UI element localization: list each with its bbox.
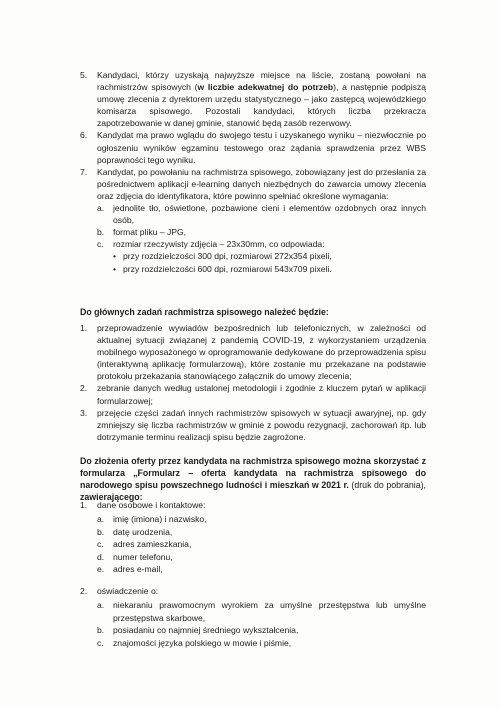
sub-item-letter: a. <box>97 514 105 525</box>
sub-item-text: adres e-mail, <box>113 564 163 575</box>
sub-item <box>97 563 426 576</box>
item-text: Kandydat ma prawo wglądu do swojego testu i uzyskanego wyniku – niezwłocznie po ogłoszeniu wyników egzaminu testowego oraz żądania sprawdzenia przez WBS poprawności tego wyniku. <box>97 130 426 165</box>
sub-item-text: niekaraniu prawomocnym wyrokiem za umyślne przestępstwa lub umyślne przestępstwa skarbowe, <box>113 600 426 623</box>
sub-item-text: posiadaniu co najmniej średniego wykształcenia, <box>113 625 299 636</box>
bullet-text: przy rozdzielczości 300 dpi, rozmiarowi 272x354 pixeli, <box>123 251 332 262</box>
list-item <box>80 322 426 382</box>
sub-item-letter: b. <box>97 625 105 636</box>
list-item <box>80 382 426 406</box>
sub-item-text: jednolite tło, oświetlone, pozbawione cieni i elementów ozdobnych oraz innych osób, <box>113 203 426 226</box>
sub-item-letter: c. <box>97 637 104 648</box>
item-text: Kandydaci, którzy uzyskają najwyższe miejsce na liście, zostaną powołani na rachmistrzów spisowych ( <box>97 70 426 93</box>
item-text: przejęcie części zadań innych rachmistrzów spisowych w sytuacji awaryjnej, np. gdy zmniejszy się liczba rachmistrzów w gminie z powodu rezygnacji, zachorowań itp. lub dotrzymanie terminu realizacji spisu będzie zagrożone. <box>97 407 426 442</box>
item-text: ), a następnie podpiszą umowę zlecenia z dyrektorem urzędu statystycznego – jako zastępcą wojewódzkiego komisarza spisowego. Pozostali kandydaci, których liczba przekracza zapotrzebowanie w danej gminie, stanowić będą zasób rezerwowy. <box>97 82 426 129</box>
list-item <box>80 585 426 649</box>
list-item <box>80 407 426 443</box>
list-item <box>80 166 426 275</box>
sub-item-letter: c. <box>97 239 104 250</box>
duties-heading: Do głównych zadań rachmistrza spisowego należeć będzie: <box>80 307 329 317</box>
item-number: 1. <box>80 323 88 333</box>
sub-item <box>97 551 426 564</box>
list-item <box>80 129 426 165</box>
sub-item-text: datę urodzenia, <box>113 526 173 537</box>
sub-item <box>97 526 426 539</box>
item-number: 5. <box>80 70 88 80</box>
sub-item-text: rozmiar rzeczywisty zdjęcia – 23x30mm, co odpowiada: <box>113 239 325 250</box>
item-text: dane osobowe i kontaktowe: <box>97 500 206 510</box>
item-text-bold: w liczbie adekwatnej do potrzeb <box>197 82 334 93</box>
item-number: 2. <box>80 383 88 394</box>
bullet-item <box>113 250 426 262</box>
sub-item <box>97 538 426 551</box>
duties-list <box>80 322 426 443</box>
item-number: 3. <box>80 407 88 418</box>
sub-item-letter: a. <box>97 203 105 214</box>
item-text: przeprowadzenie wywiadów bezpośrednich lub telefonicznych, w zależności od aktualnej sytuacji związanej z pandemią COVID-19, z wykorzystaniem urządzenia mobilnego wyposażonego w oprogramowanie dedykowane do przeprowadzenia spisu (interaktywną aplikację formularzową), które zostanie mu przekazane na podstawie protokołu przekazania stanowiącego załącznik do umowy zlecenia; <box>97 323 426 382</box>
sub-item-letter: b. <box>97 227 105 238</box>
offer-heading-end: zawierającego: <box>80 492 143 503</box>
offer-heading-main: Do złożenia oferty przez kandydata na rachmistrza spisowego można skorzystać z formularza „Formularz – oferta kandydata na rachmistrza spisowego do narodowego spisu powszechnego ludności i mieszkań w 2021 r. <box>80 456 426 491</box>
sub-item-letter: d. <box>97 551 105 562</box>
item-text: zebranie danych według ustalonej metodologii i zgodnie z kluczem pytań w aplikacji formularzowej; <box>97 383 426 406</box>
sub-item-text: numer telefonu, <box>113 551 173 562</box>
bullet-text: przy rozdzielczości 600 dpi, rozmiarowi 543x709 pixeli. <box>123 263 332 274</box>
sub-item-text: imię (imiona) i nazwisko, <box>113 514 207 525</box>
bullet-icon: • <box>113 263 117 274</box>
offer-heading <box>80 455 426 503</box>
bullet-icon: • <box>113 251 117 262</box>
list-item <box>80 499 426 576</box>
sub-item <box>97 513 426 526</box>
sub-item-letter: c. <box>97 539 104 550</box>
sub-item-text: znajomości języka polskiego w mowie i piśmie, <box>113 637 292 648</box>
sub-item <box>97 637 426 650</box>
item-number: 6. <box>80 130 88 141</box>
item-number: 2. <box>80 586 88 597</box>
offer-heading-note: (druk do pobrania), <box>348 480 426 491</box>
sub-item-text: adres zamieszkania, <box>113 539 192 550</box>
sub-item-text: format pliku – JPG, <box>113 227 187 238</box>
item-text: Kandydat, po powołaniu na rachmistrza spisowego, zobowiązany jest do przesłania za pośrednictwem aplikacji e-learning danych niezbędnych do zawarcia umowy zlecenia oraz zdjęcia do identyfikatora, które powinno spełniać określone wymagania: <box>97 166 426 201</box>
sub-item <box>97 599 426 624</box>
sub-item <box>97 624 426 637</box>
bullet-item <box>113 263 426 275</box>
sub-item <box>97 238 426 274</box>
sub-item-letter: e. <box>97 564 105 575</box>
sub-item-letter: a. <box>97 600 105 611</box>
sub-item <box>97 202 426 226</box>
item-number: 1. <box>80 500 88 510</box>
item-text: oświadczenie o: <box>97 586 159 597</box>
list-item <box>80 69 426 129</box>
sub-item <box>97 226 426 238</box>
item-number: 7. <box>80 166 88 177</box>
requirements-list <box>80 69 426 275</box>
offer-list <box>80 499 426 650</box>
sub-item-letter: b. <box>97 526 105 537</box>
